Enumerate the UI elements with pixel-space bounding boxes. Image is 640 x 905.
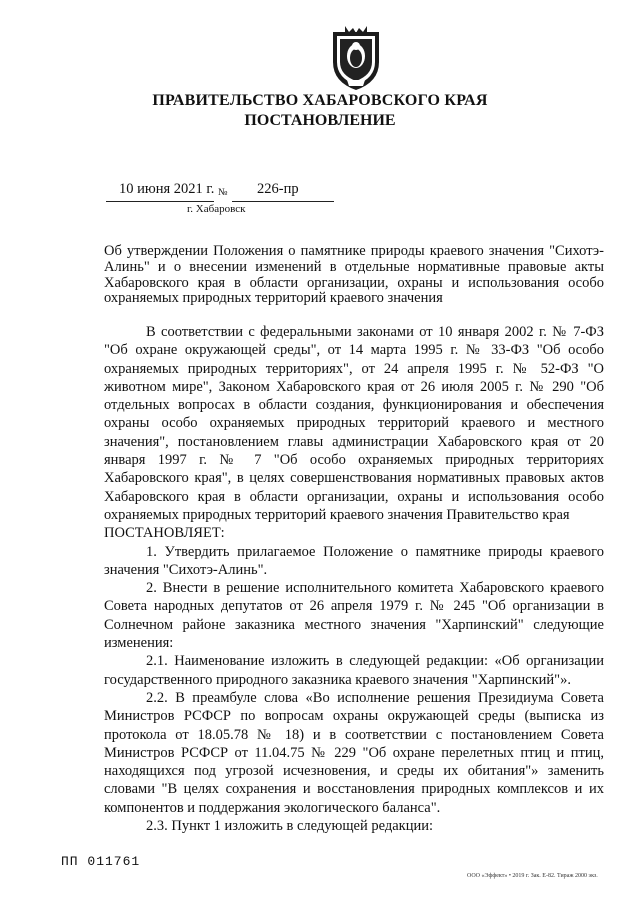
document-number: 226-пр	[257, 181, 299, 197]
document-title	[104, 244, 604, 307]
resolves-heading: ПОСТАНОВЛЯЕТ:	[104, 525, 225, 542]
title-line: Об утверждении Положения о памятнике природы краевого значения "Сихотэ-	[104, 243, 604, 259]
item-2-2-paragraph: 2.2. В преамбуле слова «Во исполнение решения Президиума Совета Министров РСФСР по вопросам охраны окружающей среды (выписка из протокола от 18.05.78 № 18) и в соответствии с постановлением Совета Министров РСФСР от 11.04.75 № 229 "Об охране перелетных птиц и птиц, находящихся под угрозой исчезновения, и среды их обитания"» заменить словами "В целях сохранения и восстановления природных комплексов и их компонентов и поддержания экологического баланса".	[104, 689, 604, 816]
printer-imprint: ООО «Эффект» • 2019 г. Зак. Е-82. Тираж 2000 экз.	[467, 873, 598, 879]
item-2-paragraph: 2. Внести в решение исполнительного комитета Хабаровского краевого Совета народных депутатов от 26 апреля 1979 г. № 245 "Об организации в Солнечном районе заказника местного значения "Харпинский" следующие изменения:	[104, 580, 604, 652]
document-date: 10 июня 2021 г.	[119, 181, 215, 197]
document-body	[104, 323, 604, 835]
title-line: Алинь" и о внесении изменений в отдельные нормативные правовые акты	[104, 258, 604, 275]
date-underline	[106, 201, 214, 202]
title-line: Хабаровского края в области организации, охраны и использования особо	[104, 274, 604, 291]
item-2-3-paragraph: 2.3. Пункт 1 изложить в следующей редакции:	[146, 818, 434, 835]
number-underline	[232, 201, 334, 202]
item-2-1-paragraph: 2.1. Наименование изложить в следующей редакции: «Об организации государственного природного заказника краевого значения "Харпинский"».	[104, 653, 604, 688]
government-name: ПРАВИТЕЛЬСТВО ХАБАРОВСКОГО КРАЯ	[152, 92, 488, 109]
city: г. Хабаровск	[187, 203, 246, 215]
title-line: охраняемых природных территорий краевого значения	[104, 290, 443, 307]
document-type: ПОСТАНОВЛЕНИЕ	[244, 112, 396, 129]
number-sign: №	[218, 187, 228, 198]
item-1-paragraph: 1. Утвердить прилагаемое Положение о памятнике природы краевого значения "Сихотэ-Алинь".	[104, 543, 604, 578]
form-code: ПП 011761	[61, 854, 141, 869]
preamble-paragraph: В соответствии с федеральными законами от 10 января 2002 г. № 7-ФЗ "Об охране окружающей среды", от 14 марта 1995 г. № 33-ФЗ "Об особо охраняемых природных территориях", от 24 апреля 1995 г. № 52-ФЗ "О животном мире", Законом Хабаровского края от 26 июля 2005 г. № 290 "Об отдельных вопросах в области создания, функционирования и обеспечения охраны особо охраняемых природных территорий краевого и местного значения", постановлением главы администрации Хабаровского края от 20 января 1997 г. № 7 "Об особо охраняемых природных территориях Хабаровского края", в целях совершенствования нормативных правовых актов Хабаровского края в области организации, охраны и использования особо охраняемых природных территорий краевого значения Правительство края	[104, 324, 604, 523]
coat-of-arms-emblem	[327, 22, 385, 92]
